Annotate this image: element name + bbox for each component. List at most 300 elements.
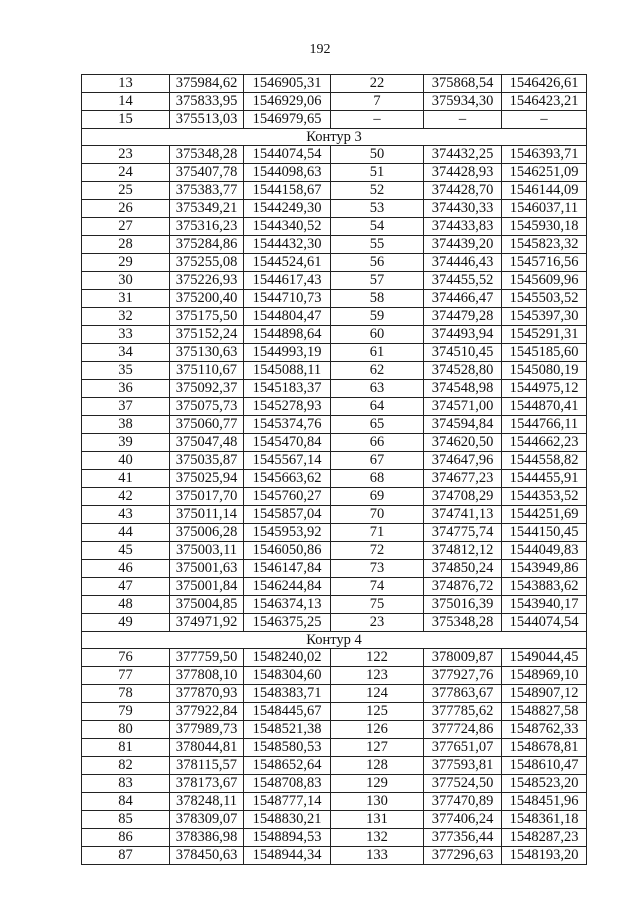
y-coordinate-cell: 1546374,13 — [244, 596, 331, 614]
section-title: Контур 3 — [82, 129, 587, 146]
point-number-cell: 81 — [82, 739, 170, 757]
x-coordinate-cell: 375349,21 — [170, 200, 244, 218]
x-coordinate-cell: 375348,28 — [170, 146, 244, 164]
y-coordinate-cell: 1544766,11 — [502, 416, 587, 434]
y-coordinate-cell: 1544804,47 — [244, 308, 331, 326]
x-coordinate-cell: 375075,73 — [170, 398, 244, 416]
page-number: 192 — [309, 42, 331, 57]
y-coordinate-cell: 1548445,67 — [244, 703, 331, 721]
y-coordinate-cell: 1546423,21 — [502, 93, 587, 111]
point-number-cell: 126 — [331, 721, 424, 739]
point-number-cell: 37 — [82, 398, 170, 416]
table-row — [82, 667, 587, 685]
point-number-cell: 38 — [82, 416, 170, 434]
x-coordinate-cell: 374594,84 — [424, 416, 502, 434]
x-coordinate-cell: 375060,77 — [170, 416, 244, 434]
point-number-cell: 132 — [331, 829, 424, 847]
y-coordinate-cell: 1548777,14 — [244, 793, 331, 811]
x-coordinate-cell: 377356,44 — [424, 829, 502, 847]
x-coordinate-cell: 377406,24 — [424, 811, 502, 829]
table-row — [82, 811, 587, 829]
point-number-cell: 67 — [331, 452, 424, 470]
point-number-cell: 77 — [82, 667, 170, 685]
x-coordinate-cell: 377759,50 — [170, 649, 244, 667]
y-coordinate-cell: 1544993,19 — [244, 344, 331, 362]
x-coordinate-cell: 375407,78 — [170, 164, 244, 182]
point-number-cell: 36 — [82, 380, 170, 398]
x-coordinate-cell: 375001,84 — [170, 578, 244, 596]
table-row — [82, 847, 587, 865]
x-coordinate-cell: 375110,67 — [170, 362, 244, 380]
table-row — [82, 326, 587, 344]
y-coordinate-cell: 1546144,09 — [502, 182, 587, 200]
y-coordinate-cell: 1545930,18 — [502, 218, 587, 236]
y-coordinate-cell: 1544870,41 — [502, 398, 587, 416]
table-row — [82, 829, 587, 847]
point-number-cell: 28 — [82, 236, 170, 254]
y-coordinate-cell: 1545716,56 — [502, 254, 587, 272]
y-coordinate-cell: 1544524,61 — [244, 254, 331, 272]
y-coordinate-cell: 1545397,30 — [502, 308, 587, 326]
x-coordinate-cell: 374647,96 — [424, 452, 502, 470]
x-coordinate-cell: 375383,77 — [170, 182, 244, 200]
point-number-cell: 15 — [82, 111, 170, 129]
x-coordinate-cell: 374812,12 — [424, 542, 502, 560]
table-row — [82, 721, 587, 739]
point-number-cell: 127 — [331, 739, 424, 757]
point-number-cell: 69 — [331, 488, 424, 506]
point-number-cell: 13 — [82, 75, 170, 93]
y-coordinate-cell: 1546037,11 — [502, 200, 587, 218]
y-coordinate-cell: 1548287,23 — [502, 829, 587, 847]
table-row — [82, 236, 587, 254]
table-row — [82, 344, 587, 362]
y-coordinate-cell: 1545183,37 — [244, 380, 331, 398]
x-coordinate-cell: 374708,29 — [424, 488, 502, 506]
table-row — [82, 164, 587, 182]
y-coordinate-cell: 1546244,84 — [244, 578, 331, 596]
x-coordinate-cell: 377808,10 — [170, 667, 244, 685]
y-coordinate-cell: 1544340,52 — [244, 218, 331, 236]
x-coordinate-cell: 375025,94 — [170, 470, 244, 488]
x-coordinate-cell: 375011,14 — [170, 506, 244, 524]
point-number-cell: 48 — [82, 596, 170, 614]
y-coordinate-cell: 1544074,54 — [502, 614, 587, 632]
y-coordinate-cell: 1544432,30 — [244, 236, 331, 254]
point-number-cell: 64 — [331, 398, 424, 416]
x-coordinate-cell: 377651,07 — [424, 739, 502, 757]
x-coordinate-cell: 374528,80 — [424, 362, 502, 380]
x-coordinate-cell: 375934,30 — [424, 93, 502, 111]
x-coordinate-cell: 378173,67 — [170, 775, 244, 793]
table-row — [82, 146, 587, 164]
y-coordinate-cell: 1548944,34 — [244, 847, 331, 865]
x-coordinate-cell: 378248,11 — [170, 793, 244, 811]
y-coordinate-cell: 1545609,96 — [502, 272, 587, 290]
x-coordinate-cell: 374493,94 — [424, 326, 502, 344]
point-number-cell: 123 — [331, 667, 424, 685]
x-coordinate-cell: 378450,63 — [170, 847, 244, 865]
x-coordinate-cell: 374510,45 — [424, 344, 502, 362]
y-coordinate-cell: 1544158,67 — [244, 182, 331, 200]
y-coordinate-cell: 1546426,61 — [502, 75, 587, 93]
x-coordinate-cell: 375984,62 — [170, 75, 244, 93]
x-coordinate-cell: 375004,85 — [170, 596, 244, 614]
point-number-cell: 33 — [82, 326, 170, 344]
x-coordinate-cell: 377296,63 — [424, 847, 502, 865]
point-number-cell: 82 — [82, 757, 170, 775]
point-number-cell: 60 — [331, 326, 424, 344]
y-coordinate-cell: 1545953,92 — [244, 524, 331, 542]
y-coordinate-cell: 1544049,83 — [502, 542, 587, 560]
x-coordinate-cell: 378309,07 — [170, 811, 244, 829]
x-coordinate-cell: 375868,54 — [424, 75, 502, 93]
point-number-cell: 56 — [331, 254, 424, 272]
y-coordinate-cell: – — [502, 111, 587, 129]
point-number-cell: 32 — [82, 308, 170, 326]
y-coordinate-cell: 1548580,53 — [244, 739, 331, 757]
table-row — [82, 75, 587, 93]
x-coordinate-cell: 374571,00 — [424, 398, 502, 416]
y-coordinate-cell: 1548827,58 — [502, 703, 587, 721]
point-number-cell: 40 — [82, 452, 170, 470]
x-coordinate-cell: 374455,52 — [424, 272, 502, 290]
point-number-cell: 122 — [331, 649, 424, 667]
x-coordinate-cell: 375003,11 — [170, 542, 244, 560]
y-coordinate-cell: 1543883,62 — [502, 578, 587, 596]
y-coordinate-cell: 1544251,69 — [502, 506, 587, 524]
x-coordinate-cell: 375200,40 — [170, 290, 244, 308]
x-coordinate-cell: 377593,81 — [424, 757, 502, 775]
point-number-cell: 44 — [82, 524, 170, 542]
coordinates-table-body — [82, 75, 587, 865]
x-coordinate-cell: 375226,93 — [170, 272, 244, 290]
x-coordinate-cell: 375833,95 — [170, 93, 244, 111]
x-coordinate-cell: 374677,23 — [424, 470, 502, 488]
table-row — [82, 757, 587, 775]
point-number-cell: 133 — [331, 847, 424, 865]
x-coordinate-cell: 378386,98 — [170, 829, 244, 847]
y-coordinate-cell: 1546929,06 — [244, 93, 331, 111]
x-coordinate-cell: 375175,50 — [170, 308, 244, 326]
x-coordinate-cell: 374850,24 — [424, 560, 502, 578]
y-coordinate-cell: 1544455,91 — [502, 470, 587, 488]
y-coordinate-cell: 1548193,20 — [502, 847, 587, 865]
point-number-cell: 31 — [82, 290, 170, 308]
y-coordinate-cell: 1544249,30 — [244, 200, 331, 218]
point-number-cell: 74 — [331, 578, 424, 596]
table-row — [82, 775, 587, 793]
table-row — [82, 614, 587, 632]
x-coordinate-cell: 374548,98 — [424, 380, 502, 398]
table-row — [82, 218, 587, 236]
x-coordinate-cell: 375152,24 — [170, 326, 244, 344]
x-coordinate-cell: 374741,13 — [424, 506, 502, 524]
y-coordinate-cell: 1545663,62 — [244, 470, 331, 488]
point-number-cell: 27 — [82, 218, 170, 236]
x-coordinate-cell: 378009,87 — [424, 649, 502, 667]
table-row — [82, 290, 587, 308]
point-number-cell: 42 — [82, 488, 170, 506]
y-coordinate-cell: 1545823,32 — [502, 236, 587, 254]
x-coordinate-cell: 374433,83 — [424, 218, 502, 236]
point-number-cell: 73 — [331, 560, 424, 578]
point-number-cell: 66 — [331, 434, 424, 452]
x-coordinate-cell: 377870,93 — [170, 685, 244, 703]
y-coordinate-cell: 1548304,60 — [244, 667, 331, 685]
point-number-cell: 83 — [82, 775, 170, 793]
table-row — [82, 524, 587, 542]
y-coordinate-cell: 1548521,38 — [244, 721, 331, 739]
point-number-cell: 125 — [331, 703, 424, 721]
y-coordinate-cell: 1544617,43 — [244, 272, 331, 290]
x-coordinate-cell: 374446,43 — [424, 254, 502, 272]
x-coordinate-cell: 375006,28 — [170, 524, 244, 542]
y-coordinate-cell: 1545857,04 — [244, 506, 331, 524]
y-coordinate-cell: 1546393,71 — [502, 146, 587, 164]
x-coordinate-cell: 378115,57 — [170, 757, 244, 775]
point-number-cell: 59 — [331, 308, 424, 326]
point-number-cell: 63 — [331, 380, 424, 398]
y-coordinate-cell: 1546979,65 — [244, 111, 331, 129]
x-coordinate-cell: 375130,63 — [170, 344, 244, 362]
table-row — [82, 111, 587, 129]
y-coordinate-cell: 1546375,25 — [244, 614, 331, 632]
point-number-cell: 71 — [331, 524, 424, 542]
x-coordinate-cell: 374428,70 — [424, 182, 502, 200]
x-coordinate-cell: 375047,48 — [170, 434, 244, 452]
table-row — [82, 416, 587, 434]
point-number-cell: 131 — [331, 811, 424, 829]
point-number-cell: 85 — [82, 811, 170, 829]
point-number-cell: 26 — [82, 200, 170, 218]
y-coordinate-cell: 1548830,21 — [244, 811, 331, 829]
y-coordinate-cell: 1544975,12 — [502, 380, 587, 398]
point-number-cell: 84 — [82, 793, 170, 811]
y-coordinate-cell: 1548907,12 — [502, 685, 587, 703]
y-coordinate-cell: 1544150,45 — [502, 524, 587, 542]
x-coordinate-cell: 375284,86 — [170, 236, 244, 254]
x-coordinate-cell: 374971,92 — [170, 614, 244, 632]
y-coordinate-cell: 1546905,31 — [244, 75, 331, 93]
point-number-cell: 128 — [331, 757, 424, 775]
x-coordinate-cell: 374775,74 — [424, 524, 502, 542]
x-coordinate-cell: 375016,39 — [424, 596, 502, 614]
x-coordinate-cell: 375001,63 — [170, 560, 244, 578]
table-row — [82, 596, 587, 614]
point-number-cell: 46 — [82, 560, 170, 578]
point-number-cell: 25 — [82, 182, 170, 200]
table-row — [82, 685, 587, 703]
point-number-cell: 70 — [331, 506, 424, 524]
table-row — [82, 506, 587, 524]
point-number-cell: 7 — [331, 93, 424, 111]
point-number-cell: 54 — [331, 218, 424, 236]
y-coordinate-cell: 1545374,76 — [244, 416, 331, 434]
y-coordinate-cell: 1545185,60 — [502, 344, 587, 362]
y-coordinate-cell: 1548969,10 — [502, 667, 587, 685]
table-row — [82, 452, 587, 470]
y-coordinate-cell: 1545760,27 — [244, 488, 331, 506]
point-number-cell: 62 — [331, 362, 424, 380]
point-number-cell: 23 — [82, 146, 170, 164]
x-coordinate-cell: 378044,81 — [170, 739, 244, 757]
point-number-cell: 51 — [331, 164, 424, 182]
y-coordinate-cell: 1545278,93 — [244, 398, 331, 416]
x-coordinate-cell: 375255,08 — [170, 254, 244, 272]
point-number-cell: 43 — [82, 506, 170, 524]
x-coordinate-cell: 375316,23 — [170, 218, 244, 236]
table-row — [82, 272, 587, 290]
x-coordinate-cell: 374430,33 — [424, 200, 502, 218]
point-number-cell: 41 — [82, 470, 170, 488]
y-coordinate-cell: 1544353,52 — [502, 488, 587, 506]
point-number-cell: 35 — [82, 362, 170, 380]
x-coordinate-cell: 374466,47 — [424, 290, 502, 308]
point-number-cell: 39 — [82, 434, 170, 452]
point-number-cell: 24 — [82, 164, 170, 182]
table-row — [82, 398, 587, 416]
point-number-cell: 124 — [331, 685, 424, 703]
y-coordinate-cell: 1546251,09 — [502, 164, 587, 182]
point-number-cell: 76 — [82, 649, 170, 667]
y-coordinate-cell: 1548678,81 — [502, 739, 587, 757]
table-row — [82, 254, 587, 272]
point-number-cell: 30 — [82, 272, 170, 290]
point-number-cell: 14 — [82, 93, 170, 111]
point-number-cell: – — [331, 111, 424, 129]
y-coordinate-cell: 1549044,45 — [502, 649, 587, 667]
x-coordinate-cell: 375092,37 — [170, 380, 244, 398]
point-number-cell: 58 — [331, 290, 424, 308]
table-row — [82, 560, 587, 578]
table-row — [82, 542, 587, 560]
y-coordinate-cell: 1546050,86 — [244, 542, 331, 560]
table-row — [82, 380, 587, 398]
point-number-cell: 65 — [331, 416, 424, 434]
point-number-cell: 78 — [82, 685, 170, 703]
x-coordinate-cell: 374439,20 — [424, 236, 502, 254]
x-coordinate-cell: 374876,72 — [424, 578, 502, 596]
table-row — [82, 649, 587, 667]
x-coordinate-cell: 377922,84 — [170, 703, 244, 721]
y-coordinate-cell: 1544898,64 — [244, 326, 331, 344]
y-coordinate-cell: 1544074,54 — [244, 146, 331, 164]
point-number-cell: 80 — [82, 721, 170, 739]
y-coordinate-cell: 1544710,73 — [244, 290, 331, 308]
point-number-cell: 45 — [82, 542, 170, 560]
y-coordinate-cell: 1545088,11 — [244, 362, 331, 380]
x-coordinate-cell: 375035,87 — [170, 452, 244, 470]
y-coordinate-cell: 1544558,82 — [502, 452, 587, 470]
y-coordinate-cell: 1544098,63 — [244, 164, 331, 182]
y-coordinate-cell: 1545291,31 — [502, 326, 587, 344]
y-coordinate-cell: 1548652,64 — [244, 757, 331, 775]
point-number-cell: 129 — [331, 775, 424, 793]
table-row — [82, 703, 587, 721]
point-number-cell: 29 — [82, 254, 170, 272]
y-coordinate-cell: 1545470,84 — [244, 434, 331, 452]
x-coordinate-cell: 374620,50 — [424, 434, 502, 452]
x-coordinate-cell: – — [424, 111, 502, 129]
y-coordinate-cell: 1548383,71 — [244, 685, 331, 703]
point-number-cell: 72 — [331, 542, 424, 560]
table-row — [82, 470, 587, 488]
point-number-cell: 47 — [82, 578, 170, 596]
table-row — [82, 434, 587, 452]
point-number-cell: 79 — [82, 703, 170, 721]
x-coordinate-cell: 374479,28 — [424, 308, 502, 326]
x-coordinate-cell: 375513,03 — [170, 111, 244, 129]
point-number-cell: 23 — [331, 614, 424, 632]
x-coordinate-cell: 375017,70 — [170, 488, 244, 506]
point-number-cell: 53 — [331, 200, 424, 218]
x-coordinate-cell: 377927,76 — [424, 667, 502, 685]
x-coordinate-cell: 374428,93 — [424, 164, 502, 182]
x-coordinate-cell: 377863,67 — [424, 685, 502, 703]
y-coordinate-cell: 1548451,96 — [502, 793, 587, 811]
point-number-cell: 49 — [82, 614, 170, 632]
point-number-cell: 130 — [331, 793, 424, 811]
y-coordinate-cell: 1548240,02 — [244, 649, 331, 667]
y-coordinate-cell: 1543949,86 — [502, 560, 587, 578]
x-coordinate-cell: 377470,89 — [424, 793, 502, 811]
point-number-cell: 68 — [331, 470, 424, 488]
x-coordinate-cell: 377989,73 — [170, 721, 244, 739]
table-row — [82, 200, 587, 218]
point-number-cell: 87 — [82, 847, 170, 865]
section-title: Контур 4 — [82, 632, 587, 649]
point-number-cell: 61 — [331, 344, 424, 362]
coordinates-table — [81, 74, 587, 865]
y-coordinate-cell: 1548523,20 — [502, 775, 587, 793]
y-coordinate-cell: 1544662,23 — [502, 434, 587, 452]
point-number-cell: 22 — [331, 75, 424, 93]
y-coordinate-cell: 1548708,83 — [244, 775, 331, 793]
table-row — [82, 793, 587, 811]
point-number-cell: 52 — [331, 182, 424, 200]
y-coordinate-cell: 1548361,18 — [502, 811, 587, 829]
point-number-cell: 75 — [331, 596, 424, 614]
point-number-cell: 50 — [331, 146, 424, 164]
table-row — [82, 739, 587, 757]
y-coordinate-cell: 1545503,52 — [502, 290, 587, 308]
x-coordinate-cell: 377524,50 — [424, 775, 502, 793]
y-coordinate-cell: 1548762,33 — [502, 721, 587, 739]
point-number-cell: 86 — [82, 829, 170, 847]
x-coordinate-cell: 375348,28 — [424, 614, 502, 632]
y-coordinate-cell: 1548894,53 — [244, 829, 331, 847]
table-row — [82, 308, 587, 326]
point-number-cell: 34 — [82, 344, 170, 362]
y-coordinate-cell: 1546147,84 — [244, 560, 331, 578]
table-row — [82, 362, 587, 380]
x-coordinate-cell: 377785,62 — [424, 703, 502, 721]
section-header-row — [82, 632, 587, 649]
y-coordinate-cell: 1548610,47 — [502, 757, 587, 775]
table-row — [82, 182, 587, 200]
table-row — [82, 578, 587, 596]
x-coordinate-cell: 377724,86 — [424, 721, 502, 739]
y-coordinate-cell: 1545567,14 — [244, 452, 331, 470]
y-coordinate-cell: 1543940,17 — [502, 596, 587, 614]
y-coordinate-cell: 1545080,19 — [502, 362, 587, 380]
x-coordinate-cell: 374432,25 — [424, 146, 502, 164]
table-row — [82, 488, 587, 506]
point-number-cell: 55 — [331, 236, 424, 254]
section-header-row — [82, 129, 587, 146]
point-number-cell: 57 — [331, 272, 424, 290]
